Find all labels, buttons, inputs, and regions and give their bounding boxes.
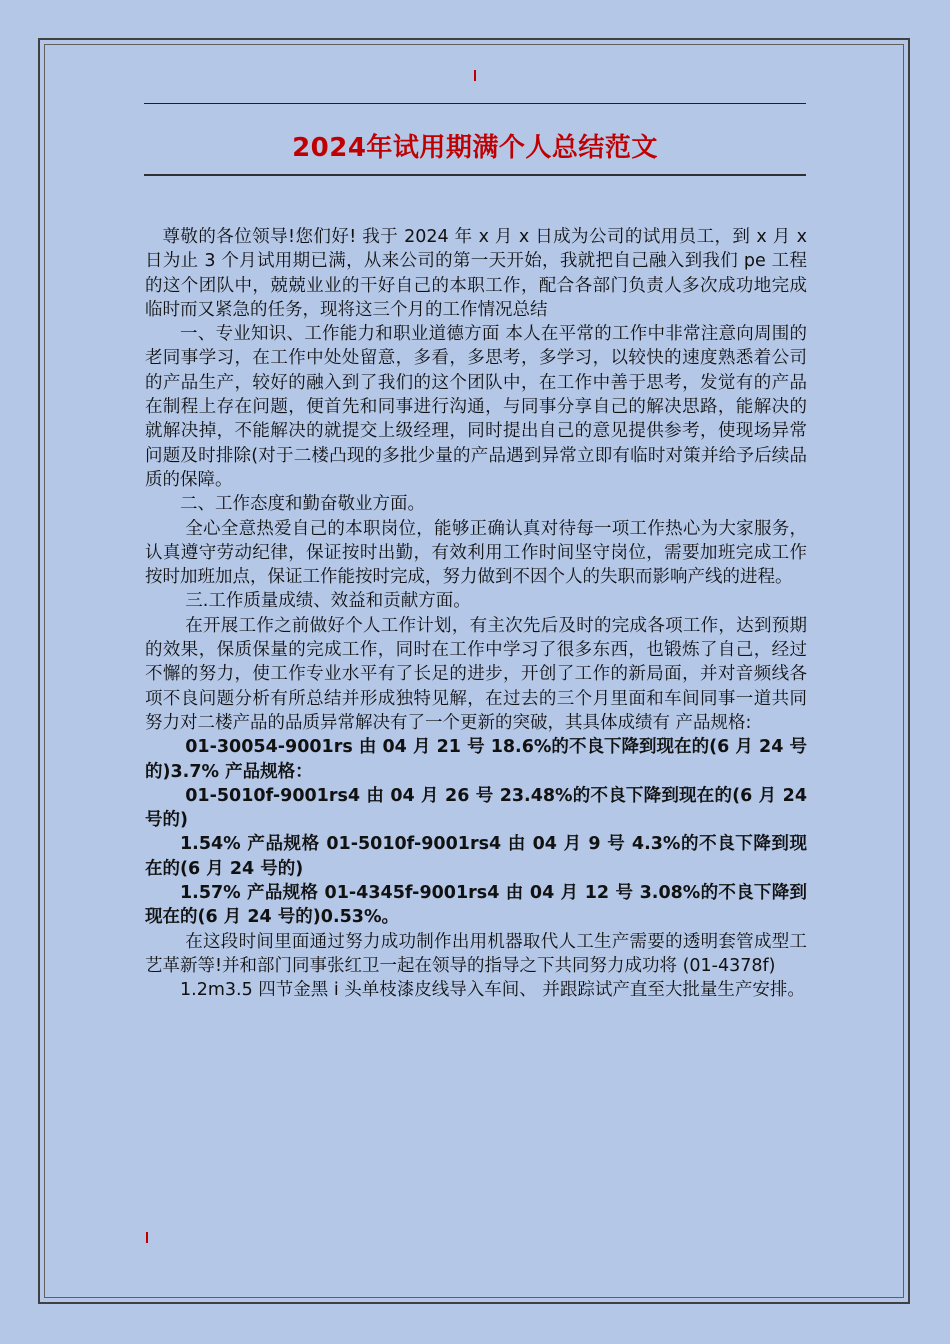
- paragraph-spec-2: 01-5010f-9001rs4 由 04 月 26 号 23.48%的不良下降到现在的(6 月 24 号的): [145, 785, 807, 831]
- paragraph-section-3-body: 在开展工作之前做好个人工作计划，有主次先后及时的完成各项工作，达到预期的效果，保质保量的完成工作，同时在工作中学习了很多东西，也锻炼了自己，经过不懈的努力，使工作专业水平有了长足的进步，开创了工作的新局面，并对音频线各项不良问题分析有所总结并形成独特见解，在过去的三个月里面和车间同事一道共同努力对二楼产品的品质异常解决有了一个更新的突破，其具体成绩有 产品规格:: [145, 615, 807, 733]
- bottom-margin-marker: [146, 1232, 148, 1243]
- top-margin-marker: [474, 70, 476, 81]
- paragraph-spec-3: 1.54% 产品规格 01-5010f-9001rs4 由 04 月 9 号 4.3%的不良下降到现在的(6 月 24 号的): [145, 834, 807, 879]
- document-body: [145, 225, 807, 1003]
- paragraph-section-3-heading: 三.工作质量成绩、效益和贡献方面。: [185, 591, 471, 612]
- header-rule: [144, 103, 806, 104]
- paragraph-section-2-heading: 二、工作态度和勤奋敬业方面。: [180, 494, 425, 515]
- paragraph-section-1: 一、专业知识、工作能力和职业道德方面 本人在平常的工作中非常注意向周围的老同事学习，在工作中处处留意，多看，多思考，多学习，以较快的速度熟悉着公司的产品生产，较好的融入到了我们的这个团队中，在工作中善于思考，发觉有的产品在制程上存在问题，便首先和同事进行沟通，与同事分享自己的解决思路，能解决的就解决掉，不能解决的就提交上级经理，同时提出自己的意见提供参考，使现场异常问题及时排除(对于二楼凸现的多批少量的产品遇到异常立即有临时对策并给予后续品质的保障。: [145, 324, 807, 490]
- paragraph-section-2-body: 全心全意热爱自己的本职岗位，能够正确认真对待每一项工作热心为大家服务，认真遵守劳动纪律，保证按时出勤，有效利用工作时间坚守岗位，需要加班完成工作按时加班加点，保证工作能按时完成，努力做到不因个人的失职而影响产线的进程。: [145, 518, 807, 588]
- paragraph-spec-1: 01-30054-9001rs 由 04 月 21 号 18.6%的不良下降到现在的(6 月 24 号的)3.7% 产品规格：: [145, 737, 807, 782]
- paragraph-innovation: 在这段时间里面通过努力成功制作出用机器取代人工生产需要的透明套管成型工艺革新等!并和部门同事张红卫一起在领导的指导之下共同努力成功将 (01-4378f): [145, 931, 807, 976]
- paragraph-greeting: 尊敬的各位领导!您们好! 我于 2024 年 x 月 x 日成为公司的试用员工，到 x 月 x 日为止 3 个月试用期已满，从来公司的第一天开始，我就把自己融入到我们 pe 工程的这个团队中，兢兢业业的干好自己的本职工作，配合各部门负责人多次成功地完成临时而又紧急的任务，现将这三个月的工作情况总结: [145, 227, 807, 320]
- paragraph-closing: 1.2m3.5 四节金黑 i 头单枝漆皮线导入车间、 并跟踪试产直至大批量生产安排。: [180, 980, 805, 1001]
- title-rule: [144, 174, 806, 176]
- paragraph-spec-4: 1.57% 产品规格 01-4345f-9001rs4 由 04 月 12 号 3.08%的不良下降到现在的(6 月 24 号的)0.53%。: [145, 883, 807, 928]
- document-title: 2024年试用期满个人总结范文: [292, 133, 658, 163]
